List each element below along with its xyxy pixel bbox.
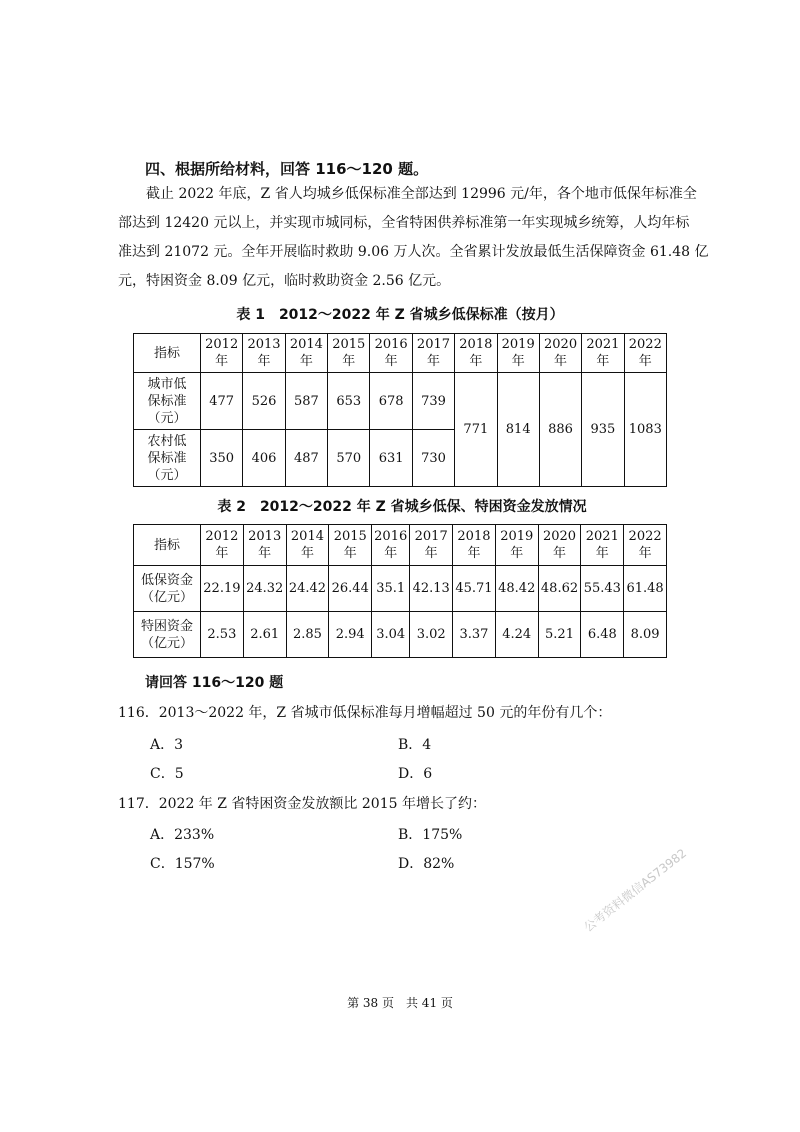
table-cell: 3.04 — [372, 612, 410, 658]
table-cell: 487 — [285, 430, 327, 487]
label-line: 农村低 — [147, 433, 187, 449]
table-cell: 2.61 — [243, 612, 286, 658]
table-cell: 350 — [201, 430, 243, 487]
q117-option-c[interactable]: C．157% — [150, 856, 215, 872]
table1-year-header — [582, 334, 624, 373]
table2-year-header — [329, 525, 372, 566]
table2-extreme-poverty-row — [134, 612, 667, 658]
label-line: 保标准 — [147, 393, 187, 409]
table2-subsistence-row — [134, 566, 667, 612]
table-cell: 42.13 — [410, 566, 453, 612]
table-cell: 730 — [412, 430, 454, 487]
year-number: 2022 — [628, 337, 662, 352]
year-suffix: 年 — [299, 354, 313, 369]
table-cell: 61.48 — [624, 566, 667, 612]
table-cell-merged: 771 — [455, 373, 497, 487]
year-suffix: 年 — [638, 546, 652, 561]
year-suffix: 年 — [424, 546, 438, 561]
table1 — [133, 333, 667, 487]
q117-option-b[interactable]: B．175% — [398, 827, 463, 843]
year-suffix: 年 — [342, 354, 356, 369]
year-number: 2014 — [290, 529, 324, 544]
year-suffix: 年 — [300, 546, 314, 561]
table-cell-merged: 935 — [582, 373, 624, 487]
table-cell: 22.19 — [201, 566, 244, 612]
label-line: （元） — [147, 467, 187, 483]
table-cell: 587 — [285, 373, 327, 430]
year-suffix: 年 — [215, 546, 229, 561]
table1-year-header — [497, 334, 539, 373]
label-line: 城市低 — [147, 376, 187, 392]
paragraph-line: 部达到 12420 元以上，并实现市城同标，全省特困供养标准第一年实现城乡统筹，人均年标 — [118, 215, 690, 231]
q116-option-a[interactable]: A．3 — [150, 737, 184, 753]
table1-year-header — [328, 334, 370, 373]
year-suffix: 年 — [215, 354, 229, 369]
label-line: 保标准 — [147, 450, 187, 466]
year-number: 2021 — [585, 529, 619, 544]
table-cell: 3.02 — [410, 612, 453, 658]
table1-urban-label — [134, 373, 201, 430]
year-number: 2022 — [628, 529, 662, 544]
year-suffix: 年 — [554, 354, 568, 369]
year-suffix: 年 — [596, 354, 610, 369]
table-cell: 35.1 — [372, 566, 410, 612]
table-cell: 4.24 — [495, 612, 538, 658]
page-footer: 第 38 页 共 41 页 — [347, 996, 453, 1010]
year-number: 2016 — [374, 337, 408, 352]
table-cell: 26.44 — [329, 566, 372, 612]
year-number: 2021 — [586, 337, 620, 352]
table-cell: 2.94 — [329, 612, 372, 658]
table-cell: 48.62 — [538, 566, 581, 612]
questions-title: 请回答 116～120 题 — [145, 675, 284, 691]
table-cell: 477 — [201, 373, 243, 430]
year-number: 2020 — [544, 337, 578, 352]
year-suffix: 年 — [595, 546, 609, 561]
table-cell: 8.09 — [624, 612, 667, 658]
table2-year-header — [286, 525, 329, 566]
year-number: 2015 — [332, 337, 366, 352]
watermark: 公考资料微信AS73982 — [581, 845, 690, 935]
year-suffix: 年 — [426, 354, 440, 369]
year-number: 2018 — [457, 529, 491, 544]
year-number: 2019 — [501, 337, 535, 352]
table1-rural-label — [134, 430, 201, 487]
table1-year-header — [243, 334, 285, 373]
label-line: （亿元） — [140, 589, 193, 605]
year-number: 2015 — [333, 529, 367, 544]
table2-year-header — [410, 525, 453, 566]
section-title: 四、根据所给材料，回答 116～120 题。 — [145, 160, 429, 178]
table-cell-merged: 814 — [497, 373, 539, 487]
table-cell: 5.21 — [538, 612, 581, 658]
year-number: 2016 — [374, 529, 408, 544]
q116-option-b[interactable]: B．4 — [398, 737, 432, 753]
table1-year-header — [539, 334, 581, 373]
table-cell: 2.85 — [286, 612, 329, 658]
table2-year-header — [372, 525, 410, 566]
year-number: 2017 — [414, 529, 448, 544]
table2-year-header — [624, 525, 667, 566]
year-number: 2013 — [248, 529, 282, 544]
paragraph-line: 截止 2022 年底，Z 省人均城乡低保标准全部达到 12996 元/年，各个地市低保年标准全 — [146, 186, 697, 202]
year-suffix: 年 — [343, 546, 357, 561]
year-number: 2020 — [542, 529, 577, 544]
table-cell: 24.32 — [243, 566, 286, 612]
table2-year-header — [243, 525, 286, 566]
year-number: 2019 — [500, 529, 534, 544]
year-number: 2012 — [205, 337, 239, 352]
year-number: 2013 — [247, 337, 281, 352]
question-117: 117．2022 年 Z 省特困资金发放额比 2015 年增长了约： — [118, 796, 486, 812]
table-cell: 631 — [370, 430, 412, 487]
table2-year-header — [581, 525, 624, 566]
table1-caption: 表 1 2012～2022 年 Z 省城乡低保标准（按月） — [236, 307, 564, 323]
year-suffix: 年 — [467, 546, 481, 561]
year-suffix: 年 — [258, 546, 272, 561]
table1-year-header — [201, 334, 243, 373]
table-cell: 45.71 — [453, 566, 496, 612]
paragraph-line: 准达到 21072 元。全年开展临时救助 9.06 万人次。全省累计发放最低生活保障资金 61.48 亿 — [118, 244, 709, 260]
label-line: （元） — [147, 410, 187, 426]
year-suffix: 年 — [469, 354, 483, 369]
table-cell: 3.37 — [453, 612, 496, 658]
table2-indicator-header: 指标 — [134, 525, 201, 566]
table1-header-row — [134, 334, 667, 373]
year-suffix: 年 — [257, 354, 271, 369]
year-suffix: 年 — [638, 354, 652, 369]
table-cell: 48.42 — [495, 566, 538, 612]
label-line: （亿元） — [140, 635, 193, 651]
table2-year-header — [201, 525, 244, 566]
year-suffix: 年 — [511, 354, 525, 369]
q116-option-c[interactable]: C．5 — [150, 766, 184, 782]
table2 — [133, 524, 667, 658]
q116-option-d[interactable]: D．6 — [398, 766, 433, 782]
table-cell: 55.43 — [581, 566, 624, 612]
table1-year-header — [455, 334, 497, 373]
year-suffix: 年 — [510, 546, 524, 561]
table1-year-header — [412, 334, 454, 373]
table1-year-header — [285, 334, 327, 373]
table-cell: 24.42 — [286, 566, 329, 612]
table-cell-merged: 886 — [539, 373, 581, 487]
table2-year-header — [538, 525, 581, 566]
table2-header-row — [134, 525, 667, 566]
year-number: 2012 — [205, 529, 239, 544]
table2-year-header — [495, 525, 538, 566]
table1-indicator-header: 指标 — [134, 334, 201, 373]
table-cell: 678 — [370, 373, 412, 430]
table2-year-header — [453, 525, 496, 566]
table-cell: 570 — [328, 430, 370, 487]
material-paragraph — [118, 180, 709, 296]
table2-caption: 表 2 2012～2022 年 Z 省城乡低保、特困资金发放情况 — [217, 499, 587, 515]
table-cell: 6.48 — [581, 612, 624, 658]
table1-urban-row — [134, 373, 667, 430]
year-number: 2014 — [289, 337, 323, 352]
year-suffix: 年 — [384, 354, 398, 369]
table1-year-header — [624, 334, 666, 373]
table-cell: 739 — [412, 373, 454, 430]
year-number: 2017 — [416, 337, 451, 352]
table2-extreme-poverty-label — [134, 612, 201, 658]
table1-year-header — [370, 334, 412, 373]
paragraph-line: 元，特困资金 8.09 亿元，临时救助资金 2.56 亿元。 — [118, 273, 451, 289]
year-suffix: 年 — [553, 546, 567, 561]
q117-option-a[interactable]: A．233% — [150, 827, 215, 843]
table-cell: 2.53 — [201, 612, 244, 658]
year-suffix: 年 — [384, 546, 398, 561]
table-cell: 653 — [328, 373, 370, 430]
q117-option-d[interactable]: D．82% — [398, 856, 455, 872]
table-cell-merged: 1083 — [624, 373, 666, 487]
year-number: 2018 — [459, 337, 493, 352]
label-line: 低保资金 — [140, 572, 193, 588]
table2-subsistence-label — [134, 566, 201, 612]
label-line: 特困资金 — [140, 618, 193, 634]
table-cell: 526 — [243, 373, 285, 430]
question-116: 116．2013～2022 年，Z 省城市低保标准每月增幅超过 50 元的年份有几个： — [118, 705, 612, 721]
table-cell: 406 — [243, 430, 285, 487]
